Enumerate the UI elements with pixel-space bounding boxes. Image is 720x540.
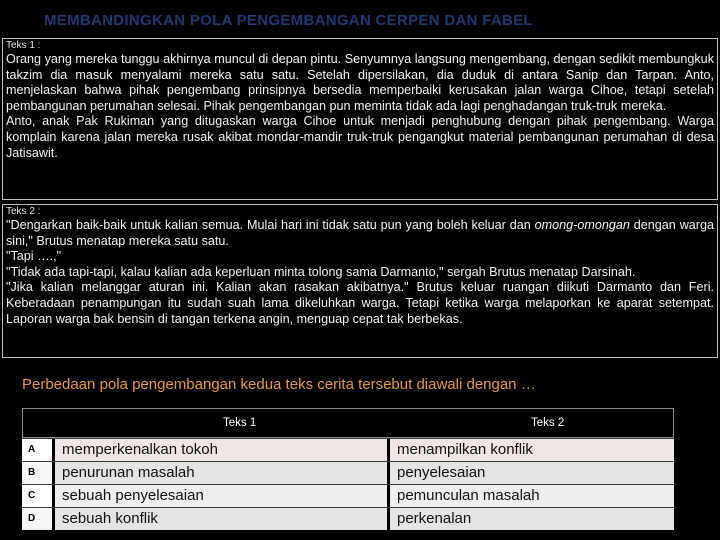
option-teks-2: penyelesaian (390, 462, 674, 484)
question-text: Perbedaan pola pengembangan kedua teks cerita tersebut diawali dengan … (22, 376, 536, 393)
option-letter: B (22, 462, 52, 484)
teks-1-paragraph: Anto, anak Pak Rukiman yang ditugaskan warga Cihoe untuk menjadi penghubung dengan pihak pengembang. Warga komplain karena jalan mereka rusak akibat mondar-mandir truk-truk pengangkut material pembangunan perumahan di desa Jatisawit. (6, 114, 714, 160)
answer-option-a[interactable] (22, 438, 674, 461)
teks-2-paragraph: "Jika kalian melanggar aturan ini. Kalian akan rasakan akibatnya." Brutus keluar ruangan diikuti Darmanto dan Feri. Keberadaan penampungan itu sudah suah lama dikeluhkan warga. Tetapi ketika warga melaporkan ke aparat setempat. Laporan warga bak bensin di tangan terkena angin, menguap cepat tak berbekas. (6, 280, 714, 326)
teks-1-panel (2, 38, 718, 200)
option-teks-2: pemunculan masalah (390, 485, 674, 507)
page-title: MEMBANDINGKAN POLA PENGEMBANGAN CERPEN DAN FABEL (44, 12, 533, 29)
option-teks-2: perkenalan (390, 508, 674, 530)
option-teks-2: menampilkan konflik (390, 439, 674, 461)
teks-2-paragraph (6, 218, 714, 249)
teks-2-body (6, 218, 714, 327)
teks-2-label: Teks 2 : (6, 206, 41, 217)
option-teks-1: memperkenalkan tokoh (55, 439, 387, 461)
answer-option-d[interactable] (22, 507, 674, 530)
option-letter: C (22, 485, 52, 507)
teks-2-paragraph: "Tapi ….," (6, 249, 62, 264)
header-teks-2: Teks 2 (531, 417, 565, 429)
teks-1-body (6, 52, 714, 161)
header-teks-1: Teks 1 (223, 417, 257, 429)
answer-option-b[interactable] (22, 461, 674, 484)
option-letter: D (22, 508, 52, 530)
teks-2-text: "Dengarkan baik-baik untuk kalian semua. Mulai hari ini tidak satu pun yang boleh keluar dan (6, 218, 535, 232)
option-teks-1: penurunan masalah (55, 462, 387, 484)
table-header (22, 408, 674, 438)
teks-2-text: dengan warga sini," Brutus menatap mereka satu satu. (6, 218, 714, 248)
teks-2-panel (2, 204, 718, 358)
teks-1-paragraph: Orang yang mereka tunggu akhirnya muncul di depan pintu. Senyumnya langsung mengembang, dengan sedikit membungkuk takzim dia masuk menyalami mereka satu satu. Setelah dipersilakan, dia duduk di antara Sanip dan Tarpan. Anto, menjelaskan bahwa pihak pengembang prinsipnya bersedia memperbaiki kerusakan jalan warga Cihoe, tetapi setelah pembangunan perumahan selesai. Pihak pengembangan pun meminta tidak ada lagi penghadangan truk-truk mereka. (6, 52, 714, 113)
option-teks-1: sebuah konflik (55, 508, 387, 530)
teks-2-paragraph: "Tidak ada tapi-tapi, kalau kalian ada keperluan minta tolong sama Darmanto," sergah Brutus menatap Darsinah. (6, 264, 636, 279)
teks-1-label: Teks 1 : (6, 40, 41, 51)
option-letter: A (22, 439, 52, 461)
answer-option-c[interactable] (22, 484, 674, 507)
answer-table (22, 408, 674, 530)
option-teks-1: sebuah penyelesaian (55, 485, 387, 507)
teks-2-italic-word: omong-omongan (534, 218, 630, 232)
